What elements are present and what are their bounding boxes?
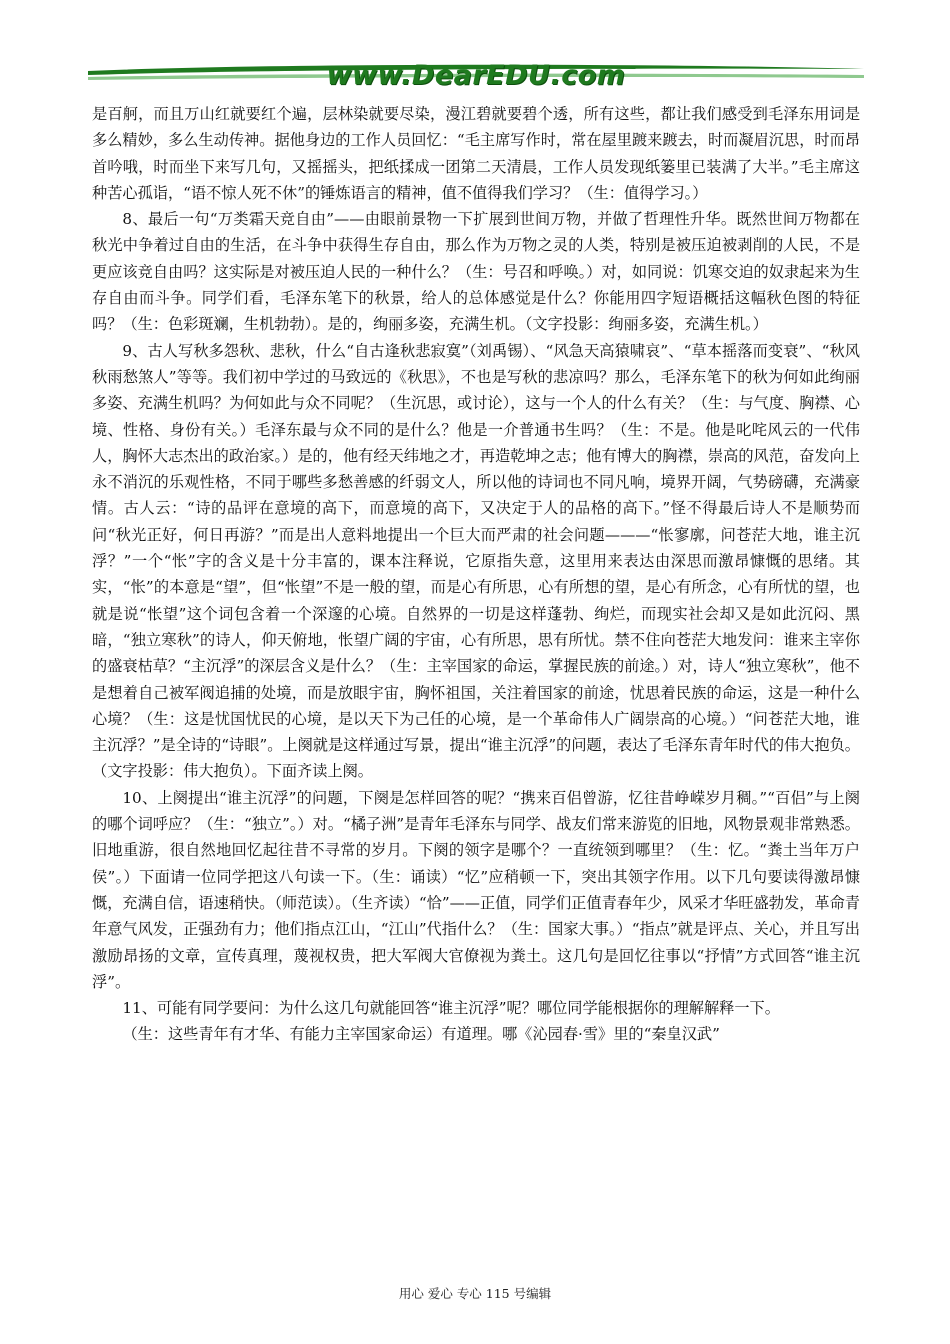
site-logo[interactable]: www.DearEDU.com bbox=[326, 60, 626, 91]
paragraph-10: 10、上阕提出“谁主沉浮”的问题，下阕是怎样回答的呢？“携来百侣曾游，忆往昔峥嵘岁月稠。”“百侣”与上阕的哪个词呼应？（生：“独立”。）对。“橘子洲”是青年毛泽东与同学、战友们常来游览的旧地，风物景观非常熟悉。旧地重游，很自然地回忆起往昔不寻常的岁月。下阕的领字是哪个？一直统领到哪里？（生：忆。“粪土当年万户侯”。）下面请一位同学把这八句读一下。（生：诵读）“忆”应稍顿一下，突出其领字作用。以下几句要读得激昂慷慨，充满自信，语速稍快。（师范读）。（生齐读）“恰”——正值，同学们正值青春年少，风采才华旺盛勃发，革命青年意气风发，正强劲有力；他们指点江山，“江山”代指什么？（生：国家大事。）“指点”就是评点、关心，并且写出激励昂扬的文章，宣传真理，蔑视权贵，把大军阀大官僚视为粪土。这几句是回忆往事以“抒情”方式回答“谁主沉浮”。 bbox=[92, 788, 860, 991]
article-body bbox=[92, 101, 860, 1048]
page-footer: 用心 爱心 专心 115 号编辑 bbox=[398, 1286, 552, 1301]
paragraph-9: 9、古人写秋多怨秋、悲秋，什么“自古逢秋悲寂寞”（刘禹锡）、“风急天高猿啸哀”、“草本摇落而变衰”、“秋风秋雨愁煞人”等等。我们初中学过的马致远的《秋思》，不也是写秋的悲凉吗？那么，毛泽东笔下的秋为何如此绚丽多姿、充满生机吗？为何如此与众不同呢？（生沉思，或讨论），这与一个人的什么有关？（生：与气度、胸襟、心境、性格、身份有关。）毛泽东最与众不同的是什么？他是一介普通书生吗？（生：不是。他是叱咤风云的一代伟人，胸怀大志杰出的政治家。）是的，他有经天纬地之才，再造乾坤之志；他有博大的胸襟，崇高的风范，奋发向上永不消沉的乐观性格，不同于哪些多愁善感的纤弱文人，所以他的诗词也不同凡响，境界开阔，气势磅礴，充满豪情。古人云：“诗的品评在意境的高下，而意境的高下，又决定于人的品格的高下。”怪不得最后诗人不是顺势而问“秋光正好，何日再游？”而是出人意料地提出一个巨大而严肃的社会问题———“怅寥廓，问苍茫大地，谁主沉浮？”一个“怅”字的含义是十分丰富的，课本注释说，它原指失意，这里用来表达由深思而激昂慷慨的思绪。其实，“怅”的本意是“望”，但“怅望”不是一般的望，而是心有所思，心有所想的望，是心有所念，心有所忧的望，也就是说“怅望”这个词包含着一个深邃的心境。自然界的一切是这样蓬勃、绚烂，而现实社会却又是如此沉闷、黑暗，“独立寒秋”的诗人，仰天俯地，怅望广阔的宇宙，心有所思，思有所忧。禁不住向苍茫大地发问：谁来主宰你的盛衰枯草？“主沉浮”的深层含义是什么？（生：主宰国家的命运，掌握民族的前途。）对，诗人“独立寒秋”，他不是想着自己被军阀追捕的处境，而是放眼宇宙，胸怀祖国，关注着国家的前途，忧思着民族的命运，这是一种什么心境？（生：这是忧国忧民的心境，是以天下为己任的心境，是一个革命伟人广阔崇高的心境。）“问苍茫大地，谁主沉浮？”是全诗的“诗眼”。上阕就是这样通过写景，提出“谁主沉浮”的问题，表达了毛泽东青年时代的伟大抱负。（文字投影：伟大抱负）。下面齐读上阕。 bbox=[92, 341, 860, 781]
site-header bbox=[88, 55, 864, 95]
paragraph-student-answer: （生：这些青年有才华、有能力主宰国家命运）有道理。哪《沁园春·雪》里的“秦皇汉武” bbox=[122, 1025, 720, 1044]
paragraph-11: 11、可能有同学要问：为什么这几句就能回答“谁主沉浮”呢？哪位同学能根据你的理解解释一下。 bbox=[122, 999, 780, 1018]
paragraph-8: 8、最后一句“万类霜天竞自由”——由眼前景物一下扩展到世间万物，并做了哲理性升华。既然世间万物都在秋光中争着过自由的生活，在斗争中获得生存自由，那么作为万物之灵的人类，特别是被压迫被剥削的人民，不是更应该竞自由吗？这实际是对被压迫人民的一种什么？（生：号召和呼唤。）对，如同说：饥寒交迫的奴隶起来为生存自由而斗争。同学们看，毛泽东笔下的秋景，给人的总体感觉是什么？你能用四字短语概括这幅秋色图的特征吗？（生：色彩斑斓，生机勃勃）。是的，绚丽多姿，充满生机。（文字投影：绚丽多姿，充满生机。） bbox=[92, 210, 860, 334]
paragraph-continuation: 是百舸，而且万山红就要红个遍，层林染就要尽染，漫江碧就要碧个透，所有这些，都让我们感受到毛泽东用词是多么精妙，多么生动传神。据他身边的工作人员回忆：“毛主席写作时，常在屋里踱来踱去，时而凝眉沉思，时而昂首吟哦，时而坐下来写几句，又摇摇头，把纸揉成一团第二天清晨，工作人员发现纸篓里已装满了大半。”毛主席这种苦心孤诣，“语不惊人死不休”的锤炼语言的精神，值不值得我们学习？（生：值得学习。） bbox=[92, 105, 860, 202]
